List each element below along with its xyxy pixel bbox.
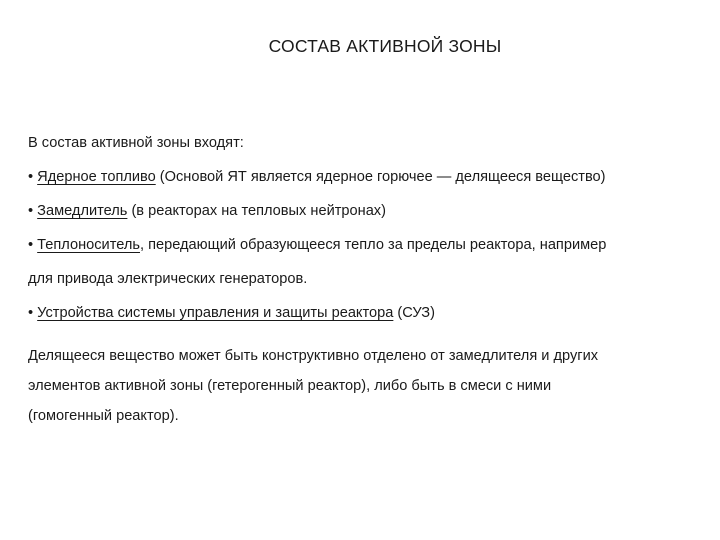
list-item-control-system [28,298,698,328]
paragraph-line-1: Делящееся вещество может быть конструктивно отделено от замедлителя и других [28,348,599,364]
bullet: • [28,169,34,185]
slide-title: СОСТАВ АКТИВНОЙ ЗОНЫ [268,36,502,56]
paragraph-text: элементов активной зоны ( [28,378,213,394]
item-text: (Основой ЯТ является ядерное горючее — делящееся вещество) [155,169,606,185]
term-control-protection-system: Устройства системы управления и защиты реактора [37,305,394,321]
paragraph-text: ( [28,408,33,424]
bullet: • [28,203,34,219]
paragraph-line-3 [28,401,698,431]
paragraph-text: ). [169,408,179,424]
slide-body [28,128,698,431]
item-text: , передающий образующееся тепло за пределы реактора, например [139,237,607,253]
term-moderator: Замедлитель [37,203,128,219]
bullet: • [28,237,34,253]
item-text: (в реакторах на тепловых нейтронах) [127,203,386,219]
paragraph-line-2 [28,371,698,401]
intro-text: В состав активной зоны входят: [28,135,244,151]
term-heterogeneous-reactor: гетерогенный реактор [212,378,362,394]
term-nuclear-fuel: Ядерное топливо [37,169,156,185]
list-item-coolant-continuation: для привода электрических генераторов. [28,271,308,287]
paragraph-text: ), либо быть в смеси с ними [361,378,552,394]
list-item-moderator [28,196,698,226]
list-item-coolant [28,230,698,260]
term-coolant: Теплоноситель [37,237,140,253]
term-homogeneous-reactor: гомогенный реактор [32,408,170,424]
list-item-fuel [28,162,698,192]
bullet: • [28,305,34,321]
item-text: (СУЗ) [393,305,435,321]
